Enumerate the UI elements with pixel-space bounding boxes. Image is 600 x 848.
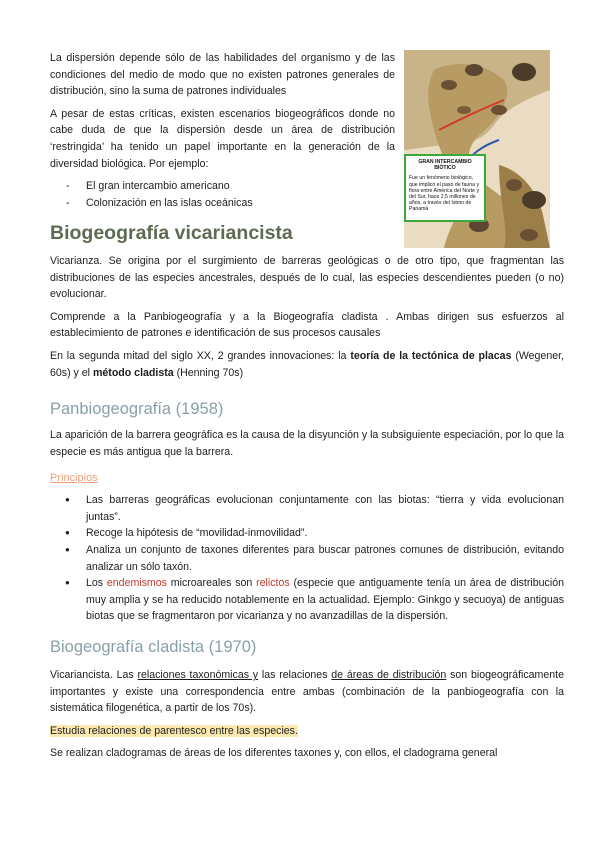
cladista-paragraph <box>50 667 564 717</box>
subsection-heading: Panbiogeografía (1958) <box>50 400 224 418</box>
bold-term-cladista: método cladista <box>92 366 174 379</box>
highlighted-text: Estudia relaciones de parentesco entre las especies. <box>50 724 298 737</box>
principios-list <box>50 492 564 625</box>
list-item <box>50 575 564 625</box>
text-run: (especie que antiguamente tenía un área de distribución muy amplia y se ha reducido notablemente en la actualidad. Ejemplo: Ginkgo y secuoya) de antiguas biotas que se fragmentaron por vicarianza y no avanzadillas de la dispersión. <box>86 577 564 623</box>
text-run: En la segunda mitad del siglo XX, 2 grandes innovaciones: la <box>50 349 351 362</box>
red-term-relictos: relictos <box>256 577 290 590</box>
intro-section <box>50 50 395 211</box>
text-run: (Wegener, 60s) y el <box>50 349 564 379</box>
intro-paragraph-1: La dispersión depende sólo de las habilidades del organismo y de las condiciones del medio de modo que no existen patrones generales de distribución, sino la suma de patrones individuales <box>50 52 395 98</box>
list-item: - Colonización en las islas oceánicas <box>50 195 395 212</box>
cladogramas-paragraph: Se realizan cladogramas de áreas de los diferentes taxones y, con ellos, el cladograma general <box>50 747 498 760</box>
text-run: las relaciones <box>258 669 332 681</box>
innovaciones-paragraph <box>50 348 564 381</box>
principios-heading <box>50 468 564 486</box>
figure-caption-box <box>404 154 486 222</box>
text-run: (Henning 70s) <box>173 366 244 379</box>
text-run: Vicariancista. Las <box>50 669 138 681</box>
subsection-heading: Biogeografía cladista (1970) <box>50 638 257 656</box>
text-run: son biogeográficamente importantes y existe una correspondencia entre ambas (combinación de la panbiogeografía con la sistemática filogenética, a partir de los 70s). <box>50 669 564 715</box>
underlined-term: de áreas de distribución <box>331 669 447 681</box>
bold-term-tectonica: teoría de la tectónica de placas <box>350 349 512 362</box>
red-term-endemismos: endemismos <box>106 577 167 590</box>
list-item: ● Las barreras geográficas evolucionan conjuntamente con las biotas: “tierra y vida evolucionan juntas”. <box>50 492 564 525</box>
principios-label: Principios <box>50 472 98 485</box>
parentesco-paragraph <box>50 723 564 740</box>
figure-caption-title: GRAN INTERCAMBIO BIÓTICO <box>418 159 472 172</box>
comprende-paragraph: Comprende a la Panbiogeografía y a la Biogeografía cladista . Ambas dirigen sus esfuerzos al establecimiento de patrones e identificación de sus procesos causales <box>50 310 564 340</box>
underlined-term: relaciones taxonómicas y <box>137 669 259 681</box>
text-run: Los <box>86 577 107 590</box>
cladista-section <box>50 638 564 762</box>
intro-paragraph-2: A pesar de estas críticas, existen escenarios biogeográficos donde no cabe duda de que la dispersión desde un área de distribución ‘restringida’ ha tenido un papel importante en la generación de la diversidad biológica. Por ejemplo: <box>50 107 395 170</box>
dispersion-examples-list <box>50 178 395 211</box>
section-heading: Biogeografía vicariancista <box>50 222 293 244</box>
list-item: ● Analiza un conjunto de taxones diferentes para buscar patrones comunes de distribución, evitando analizar un sólo taxón. <box>50 542 564 575</box>
vicariancista-section <box>50 222 564 381</box>
list-item: ● Recoge la hipótesis de “movilidad-inmovilidad”. <box>50 525 564 542</box>
list-item: - El gran intercambio americano <box>50 178 395 195</box>
panbiogeografia-section <box>50 400 564 625</box>
figure-caption-body: Fue un fenómeno biológico, que implicó el paso de fauna y flora entre América del Norte y del Sur, hace 2,5 millones de años, a través del Istmo de Panamá <box>409 175 480 213</box>
vicarianza-paragraph: Vicarianza. Se origina por el surgimiento de barreras geológicas o de otro tipo, que fragmentan las distribuciones de las especies ancestrales, después de lo cual, las especies descendientes pueden (o no) evolucionar. <box>50 255 564 301</box>
text-run: microareales son <box>166 577 257 590</box>
biotic-interchange-figure <box>404 50 550 248</box>
panbiogeografia-paragraph: La aparición de la barrera geográfica es la causa de la disyunción y la subsiguiente especiación, por lo que la especie es más antigua que la barrera. <box>50 429 564 458</box>
